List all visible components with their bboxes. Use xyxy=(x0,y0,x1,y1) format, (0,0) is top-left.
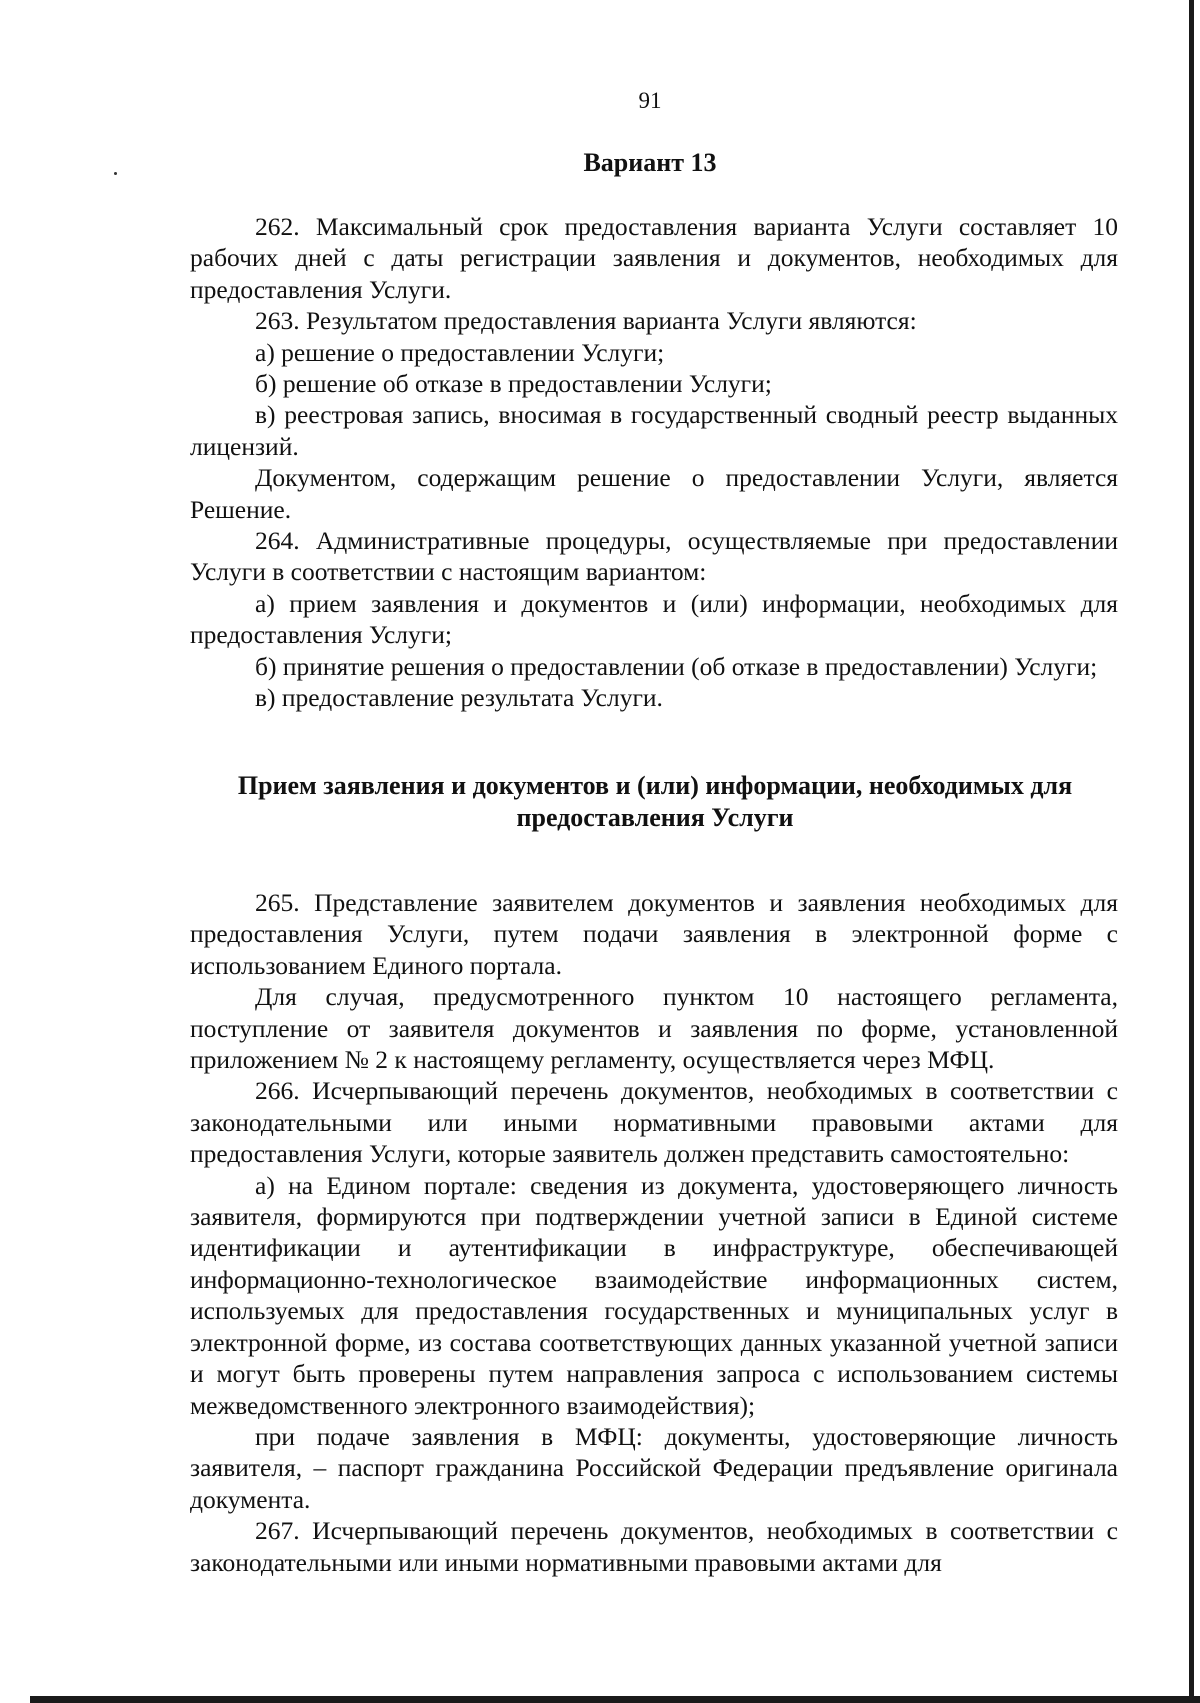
paragraph-264: 264. Административные процедуры, осуществляемые при предоставлении Услуги в соответствии с настоящим вариантом: xyxy=(190,526,1118,587)
paragraph-decision-document: Документом, содержащим решение о предоставлении Услуги, является Решение. xyxy=(190,463,1118,524)
paragraph-265: 265. Представление заявителем документов и заявления необходимых для предоставления Услуги, путем подачи заявления в электронной форме с использованием Единого портала. xyxy=(190,888,1118,980)
paragraph-263-v: в) реестровая запись, вносимая в государственный сводный реестр выданных лицензий. xyxy=(190,400,1118,461)
scan-border-right xyxy=(1189,0,1194,1703)
variant-heading: Вариант 13 xyxy=(583,148,717,177)
paragraph-263-b: б) решение об отказе в предоставлении Услуги; xyxy=(255,369,772,399)
paragraph-263-a: а) решение о предоставлении Услуги; xyxy=(255,337,665,367)
paragraph-263: 263. Результатом предоставления варианта Услуги являются: xyxy=(255,306,917,336)
page-number: 91 xyxy=(638,88,662,113)
paragraph-264-v: в) предоставление результата Услуги. xyxy=(255,683,663,713)
paragraph-case-10: Для случая, предусмотренного пунктом 10 настоящего регламента, поступление от заявителя документов и заявления по форме, установленной приложением № 2 к настоящему регламенту, осуществляется через МФЦ. xyxy=(190,982,1118,1075)
scan-border-bottom xyxy=(30,1696,1200,1703)
paragraph-266-a: а) на Едином портале: сведения из документа, удостоверяющего личность заявителя, формируются при подтверждении учетной записи в Единой системе идентификации и аутентификации в инфраструктуре, обеспечивающей информационно-технологическое взаимодействие информационных систем, используемых для предоставления государственных и муниципальных услуг в электронной форме, из состава соответствующих данных указанной учетной записи и могут быть проверены путем направления запроса с использованием системы межведомственного электронного взаимодействия); xyxy=(190,1170,1118,1420)
paragraph-264-b: б) принятие решения о предоставлении (об отказе в предоставлении) Услуги; xyxy=(255,651,1098,681)
paragraph-267: 267. Исчерпывающий перечень документов, необходимых в соответствии с законодательными или иными нормативными правовыми актами для xyxy=(190,1516,1118,1577)
text-block-reception xyxy=(190,887,1118,1578)
paragraph-264-a: а) прием заявления и документов и (или) информации, необходимых для предоставления Услуги; xyxy=(190,588,1118,650)
paragraph-262: 262. Максимальный срок предоставления варианта Услуги составляет 10 рабочих дней с даты регистрации заявления и документов, необходимых для предоставления Услуги. xyxy=(190,212,1118,304)
paragraph-mfc: при подаче заявления в МФЦ: документы, удостоверяющие личность заявителя, – паспорт гражданина Российской Федерации предъявление оригинала документа. xyxy=(190,1421,1118,1514)
paragraph-266: 266. Исчерпывающий перечень документов, необходимых в соответствии с законодательными или иными нормативными правовыми актами для предоставления Услуги, которые заявитель должен представить самостоятельно: xyxy=(190,1076,1118,1169)
text-block-variant xyxy=(190,211,1118,714)
section-heading: Прием заявления и документов и (или) информации, необходимых для предоставления Услуги xyxy=(237,771,1073,832)
